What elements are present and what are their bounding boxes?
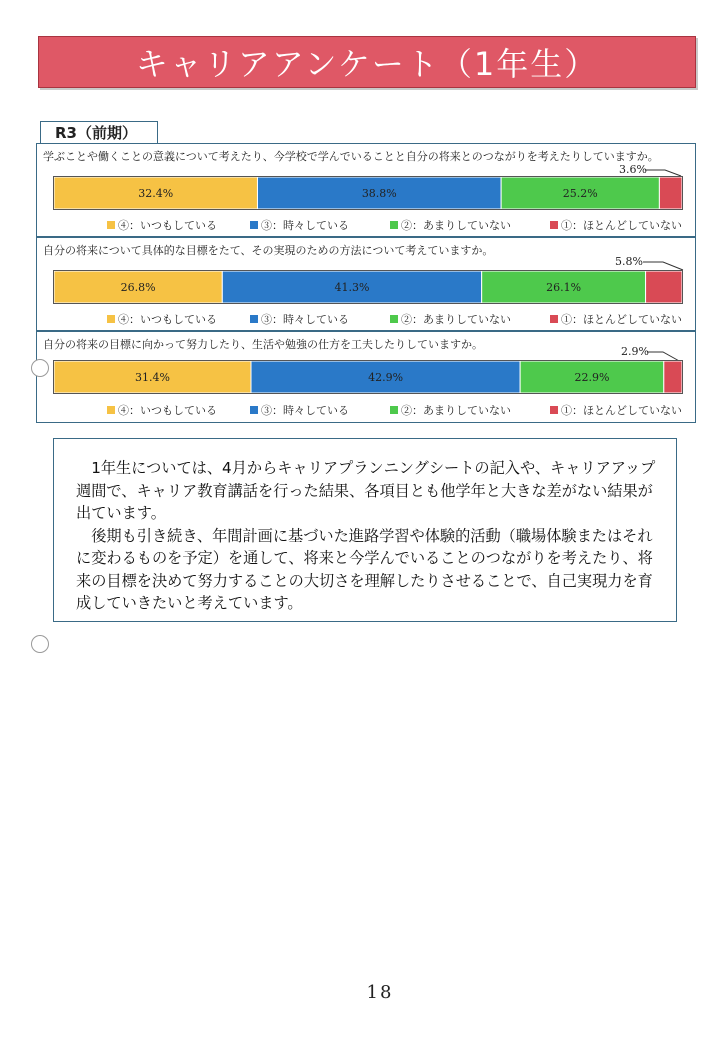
legend-label: ③：時々している [261, 219, 349, 232]
legend-swatch [250, 221, 258, 229]
legend [107, 217, 687, 233]
legend-label: ③：時々している [261, 404, 349, 417]
question-text: 自分の将来の目標に向かって努力したり、生活や勉強の仕方を工夫したりしていますか。 [43, 338, 483, 351]
legend-item [250, 217, 349, 233]
legend-swatch [107, 221, 115, 229]
stacked-bar-chart [54, 177, 682, 209]
legend-item [107, 217, 217, 233]
bar-segment [659, 177, 682, 209]
legend [107, 311, 687, 327]
legend-swatch [550, 315, 558, 323]
period-tab [40, 121, 158, 143]
data-label: 22.9% [574, 371, 610, 384]
question-text: 学ぶことや働くことの意義について考えたり、今学校で学んでいることと自分の将来とのつながりを考えたりしていますか。 [43, 150, 659, 163]
title-banner [38, 36, 696, 88]
legend [107, 402, 687, 418]
legend-label: ①：ほとんどしていない [561, 219, 682, 232]
comment-paragraph: 1年生については、4月からキャリアプランニングシートの記入や、キャリアアップ週間で、キャリア教育講話を行った結果、各項目とも他学年と大きな差がない結果が出ています。 [76, 459, 656, 522]
legend-swatch [390, 221, 398, 229]
question-text: 自分の将来について具体的な目標をたて、その実現のための方法について考えていますか。 [43, 244, 494, 257]
bar-segment [664, 361, 682, 393]
legend-label: ③：時々している [261, 313, 349, 326]
data-label: 26.1% [546, 281, 582, 294]
callout-label: 3.6% [619, 163, 647, 176]
legend-label: ①：ほとんどしていない [561, 404, 682, 417]
legend-item [390, 217, 511, 233]
legend-swatch [550, 406, 558, 414]
legend-swatch [390, 406, 398, 414]
comment-paragraph: 後期も引き続き、年間計画に基づいた進路学習や体験的活動（職場体験またはそれに変わるものを予定）を通して、将来と今学んでいることのつながりを考えたり、将来の目標を決めて努力することの大切さを理解したりさせることで、自己実現力を育成していきたいと考えています。 [76, 526, 653, 612]
legend-label: ②：あまりしていない [401, 404, 511, 417]
legend-label: ④：いつもしている [118, 313, 217, 326]
legend-swatch [390, 315, 398, 323]
callout-label: 5.8% [615, 255, 643, 268]
data-label: 38.8% [361, 187, 397, 200]
legend-label: ②：あまりしていない [401, 313, 511, 326]
legend-swatch [107, 406, 115, 414]
comment-box [53, 438, 677, 622]
data-label: 41.3% [334, 281, 370, 294]
data-label: 32.4% [138, 187, 174, 200]
page-number: 18 [366, 982, 394, 1003]
bar-segment [646, 271, 682, 303]
legend-swatch [107, 315, 115, 323]
punch-hole [31, 359, 49, 377]
legend-item [390, 402, 511, 418]
legend-item [107, 402, 217, 418]
period-label: R3（前期） [55, 124, 137, 142]
punch-hole [31, 635, 49, 653]
legend-item [107, 311, 217, 327]
legend-swatch [550, 221, 558, 229]
legend-item [390, 311, 511, 327]
stacked-bar-frame [53, 360, 683, 394]
callout-label: 2.9% [621, 345, 649, 358]
survey-panel-1 [36, 143, 696, 237]
data-label: 42.9% [368, 371, 404, 384]
data-label: 25.2% [562, 187, 598, 200]
stacked-bar-frame [53, 176, 683, 210]
data-label: 31.4% [135, 371, 170, 384]
survey-panel-3 [36, 331, 696, 423]
legend-item [550, 402, 682, 418]
legend-label: ②：あまりしていない [401, 219, 511, 232]
legend-swatch [250, 315, 258, 323]
legend-item [550, 217, 682, 233]
stacked-bar-chart [54, 271, 682, 303]
legend-swatch [250, 406, 258, 414]
legend-label: ①：ほとんどしていない [561, 313, 682, 326]
data-label: 26.8% [120, 281, 156, 294]
survey-panel-2 [36, 237, 696, 331]
legend-item [250, 311, 349, 327]
page-title: キャリアアンケート（1年生） [135, 45, 599, 83]
legend-item [550, 311, 682, 327]
legend-item [250, 402, 349, 418]
legend-label: ④：いつもしている [118, 404, 217, 417]
stacked-bar-frame [53, 270, 683, 304]
legend-label: ④：いつもしている [118, 219, 217, 232]
stacked-bar-chart [54, 361, 682, 393]
